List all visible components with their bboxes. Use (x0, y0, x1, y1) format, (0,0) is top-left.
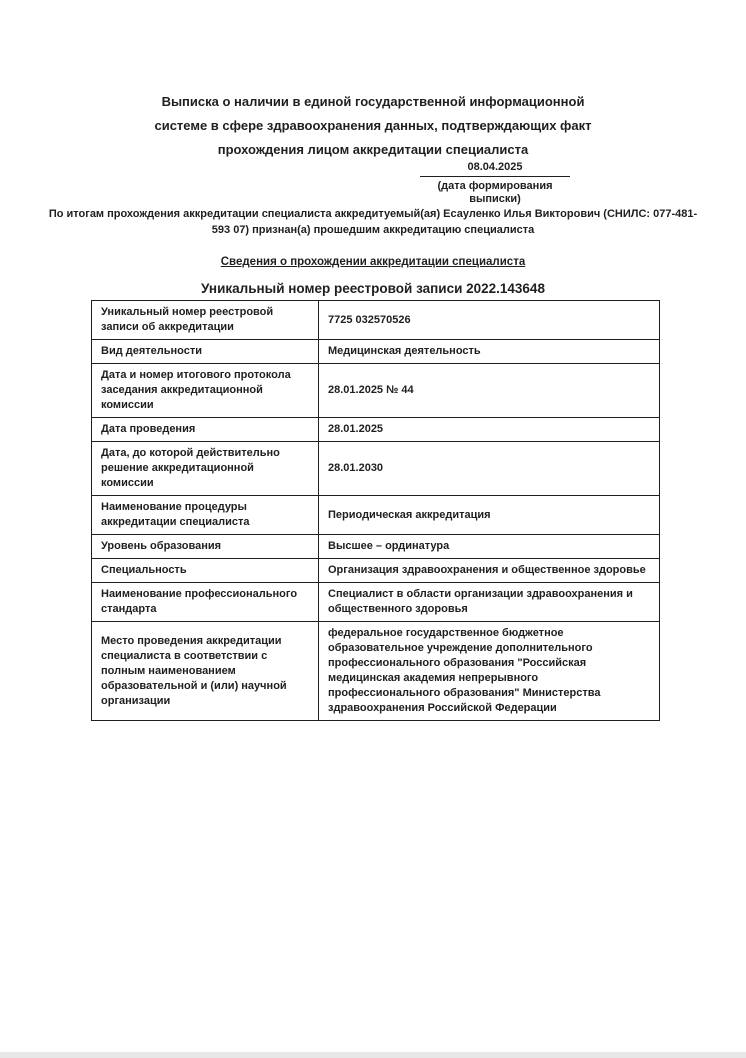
row-value: 28.01.2030 (319, 442, 660, 496)
extract-date: 08.04.2025 (420, 161, 570, 177)
row-label: Наименование процедуры аккредитации специалиста (92, 496, 319, 535)
document-title-line-2: системе в сфере здравоохранения данных, подтверждающих факт (154, 118, 592, 133)
table-row (92, 340, 660, 364)
accreditation-result-line-1: По итогам прохождения аккредитации специалиста аккредитуемый(ая) Есауленко Илья Викторович (СНИЛС: 077-481- (48, 208, 698, 220)
row-label: Дата и номер итогового протокола заседания аккредитационной комиссии (92, 364, 319, 418)
row-label: Специальность (92, 559, 319, 583)
table-row (92, 301, 660, 340)
table-row (92, 496, 660, 535)
row-label: Дата, до которой действительно решение аккредитационной комиссии (92, 442, 319, 496)
row-value: Периодическая аккредитация (319, 496, 660, 535)
table-row (92, 559, 660, 583)
table-row (92, 364, 660, 418)
bottom-edge-bar (0, 1052, 746, 1058)
document-title-line-1: Выписка о наличии в единой государственной информационной (161, 94, 585, 109)
row-value: 28.01.2025 № 44 (319, 364, 660, 418)
table-row (92, 535, 660, 559)
document-title-line-3: прохождения лицом аккредитации специалиста (217, 142, 529, 157)
row-label: Вид деятельности (92, 340, 319, 364)
registry-number-heading: Уникальный номер реестровой записи 2022.143648 (201, 281, 545, 296)
row-value: 7725 032570526 (319, 301, 660, 340)
row-label: Место проведения аккредитации специалиста в соответствии с полным наименованием образовательной и (или) научной организации (92, 622, 319, 721)
row-label: Уникальный номер реестровой записи об аккредитации (92, 301, 319, 340)
row-value: Организация здравоохранения и общественное здоровье (319, 559, 660, 583)
accreditation-result-paragraph (0, 206, 746, 238)
section-heading: Сведения о прохождении аккредитации специалиста (220, 256, 526, 268)
row-label: Наименование профессионального стандарта (92, 583, 319, 622)
document-title (0, 90, 746, 162)
accreditation-result-line-2: 593 07) признан(а) прошедшим аккредитацию специалиста (211, 224, 535, 236)
table-row (92, 583, 660, 622)
accreditation-details-table (91, 300, 660, 721)
table-row (92, 442, 660, 496)
row-label: Уровень образования (92, 535, 319, 559)
row-value: 28.01.2025 (319, 418, 660, 442)
row-label: Дата проведения (92, 418, 319, 442)
row-value: Специалист в области организации здравоохранения и общественного здоровья (319, 583, 660, 622)
table-row (92, 418, 660, 442)
row-value: Высшее – ординатура (319, 535, 660, 559)
table-row (92, 622, 660, 721)
extract-date-block (420, 161, 570, 206)
row-value: федеральное государственное бюджетное образовательное учреждение дополнительного профессионального образования "Российская медицинская академия непрерывного профессионального образования" Министерства здравоохранения Российской Федерации (319, 622, 660, 721)
row-value: Медицинская деятельность (319, 340, 660, 364)
extract-date-caption: (дата формирования выписки) (437, 180, 553, 205)
